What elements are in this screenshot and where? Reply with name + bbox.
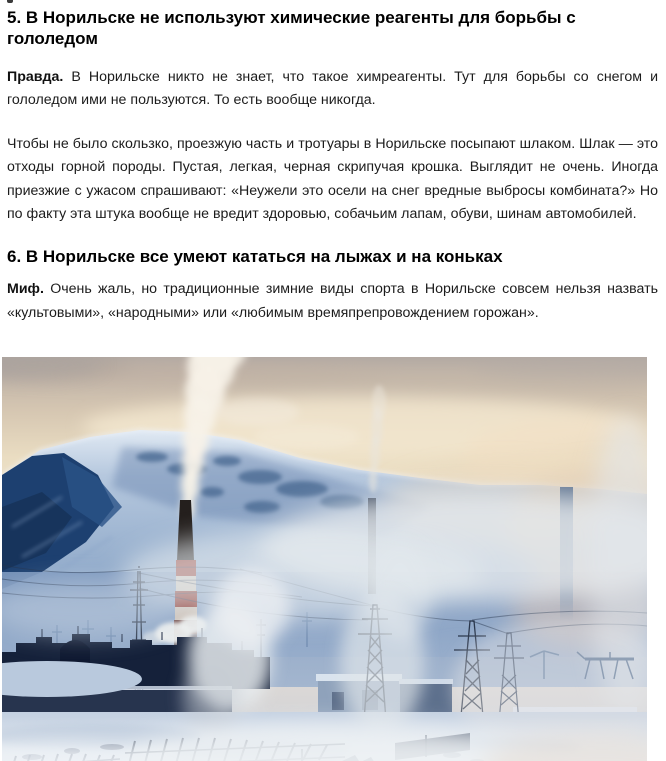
paragraph-text: Очень жаль, но традиционные зимние виды спорта в Норильске совсем нельзя назвать «культовыми», «народными» или «любимым времяпрепровождением горожан». — [7, 281, 658, 321]
paragraph-verdict-5 — [7, 66, 658, 113]
verdict-label-pravda: Правда. — [7, 69, 64, 85]
paragraph-verdict-6 — [7, 278, 658, 325]
paragraph-text: Чтобы не было скользко, проезжую часть и тротуары в Норильске посыпают шлаком. Шлак — это отходы горной породы. Пустая, легкая, черная скрипучая крошка. Выглядит не очень. Иногда приезжие с ужасом спрашивают: «Неужели это осели на снег вредные выбросы комбината?» Но по факту эта штука вообще не вредит здоровью, собачьим лапам, обуви, шинам автомобилей. — [7, 135, 658, 223]
section-heading-6: 6. В Норильске все умеют кататься на лыжах и на коньках — [7, 247, 503, 267]
section-heading-5: 5. В Норильске не используют химические реагенты для борьбы с гололедом — [7, 8, 576, 48]
paragraph-text: В Норильске никто не знает, что такое химреагенты. Тут для борьбы со снегом и гололедом ими не пользуются. То есть вообще никогда. — [7, 69, 658, 109]
verdict-label-mif: Миф. — [7, 281, 44, 298]
cropped-text-artifact — [7, 0, 13, 3]
norilsk-photo — [2, 357, 647, 761]
paragraph-slag — [7, 133, 658, 227]
article-body — [0, 7, 666, 761]
